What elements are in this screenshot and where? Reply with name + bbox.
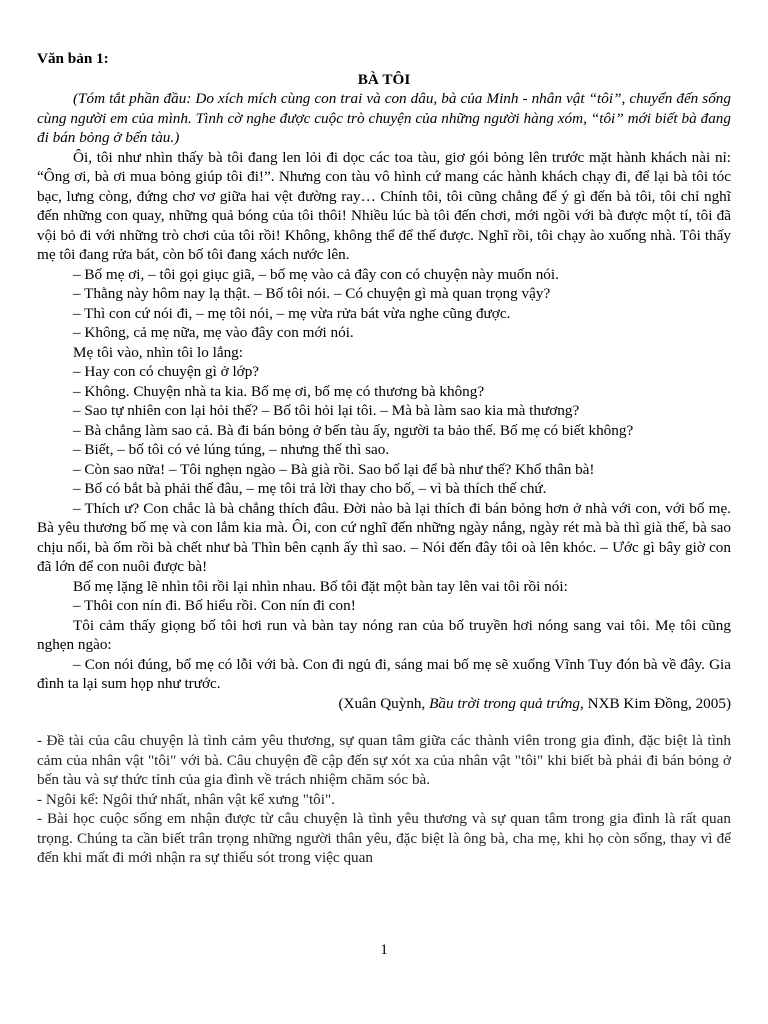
dialogue-line-12: – Bố có bắt bà phải thế đâu, – mẹ tôi trả lời thay cho bố, – vì bà thích thế chứ. bbox=[73, 480, 547, 497]
answer-topic: - Đề tài của câu chuyện là tình cảm yêu thương, sự quan tâm giữa các thành viên trong gia đình, đặc biệt là tình cảm của nhân vật "tôi" với bà. Câu chuyện đề cập đến sự xót xa của nhân vật "tôi" khi biết bà phải đi bán bỏng ở bến tàu và sự thức tỉnh của gia đình về trách nhiệm chăm sóc bà. bbox=[37, 732, 731, 788]
dialogue-line-1: – Bố mẹ ơi, – tôi gọi giục giã, – bố mẹ vào cả đây con có chuyện này muốn nói. bbox=[73, 265, 559, 283]
citation-close: , NXB Kim Đồng, 2005) bbox=[579, 694, 731, 712]
dialogue-line-3: – Thì con cứ nói đi, – mẹ tôi nói, – mẹ vừa rửa bát vừa nghe cũng được. bbox=[73, 304, 511, 322]
answer-narration: - Ngôi kể: Ngôi thứ nhất, nhân vật kể xưng "tôi". bbox=[37, 790, 335, 808]
citation bbox=[37, 694, 731, 714]
citation-book-title: Bầu trời trong quả trứng bbox=[429, 694, 580, 712]
section-gap bbox=[37, 713, 731, 731]
summary-paragraph: (Tóm tắt phần đầu: Do xích mích cùng con trai và con dâu, bà của Minh - nhân vật “tôi”, chuyển đến sống cùng người em của mình. Tình cờ nghe được cuộc trò chuyện của những người hàng xóm, “tôi” mới biết bà đang đi bán bỏng ở bến tàu.) bbox=[37, 90, 731, 146]
dialogue-line-16: Tôi cảm thấy giọng bố tôi hơi run và bàn tay nóng ran của bố truyền hơi nóng sang vai tôi. Mẹ tôi cũng nghẹn ngào: bbox=[37, 616, 731, 653]
dialogue-line-5: Mẹ tôi vào, nhìn tôi lo lắng: bbox=[73, 343, 243, 361]
paragraph-1: Ôi, tôi như nhìn thấy bà tôi đang len lỏi đi dọc các toa tàu, giơ gói bỏng lên trước mặt hành khách nài nỉ: “Ông ơi, bà ơi mua bỏng giúp tôi đi!”. Nhưng con tàu vô hình cứ mang các hành khách chạy đi, để lại bà tôi tóc bạc, lưng còng, đứng chơ vơ giữa hai vệt đường ray… Chính tôi, tôi cũng chẳng để ý gì đến bà tôi, tôi chỉ nghĩ đến những con quay, những quả bóng của tôi thôi! Nhiều lúc bà tôi đến chơi, mới ngồi với bà được một tí, tôi đã vội bỏ đi với những trò chơi của tôi rồi! Không, không thể để thế được. Nghĩ rồi, tôi chạy ào xuống nhà. Tôi thấy mẹ tôi đang rửa bát, còn bố tôi đang xách nước lên. bbox=[37, 148, 731, 263]
dialogue-line-11: – Còn sao nữa! – Tôi nghẹn ngào – Bà già rồi. Sao bố lại để bà như thế? Khổ thân bà! bbox=[73, 460, 595, 478]
answer-lesson: - Bài học cuộc sống em nhận được từ câu chuyện là tình yêu thương và sự quan tâm trong gia đình là rất quan trọng. Chúng ta cần biết trân trọng những người thân yêu, đặc biệt là ông bà, cha mẹ, khi họ còn sống, thay vì để đến khi mất đi mới nhận ra sự thiếu sót trong việc quan bbox=[37, 810, 731, 866]
dialogue-line-14: Bố mẹ lặng lẽ nhìn tôi rồi lại nhìn nhau. Bố tôi đặt một bàn tay lên vai tôi rồi nói: bbox=[73, 577, 568, 595]
dialogue-line-8: – Sao tự nhiên con lại hỏi thế? – Bố tôi hỏi lại tôi. – Mà bà làm sao kia mà thương? bbox=[73, 402, 580, 419]
dialogue-line-6: – Hay con có chuyện gì ở lớp? bbox=[73, 363, 260, 380]
dialogue-line-9: – Bà chẳng làm sao cả. Bà đi bán bỏng ở bến tàu ấy, người ta bảo thế. Bố mẹ có biết không? bbox=[73, 421, 634, 439]
citation-open: (Xuân Quỳnh, bbox=[338, 694, 430, 712]
document-page bbox=[37, 49, 731, 868]
dialogue-line-10: – Biết, – bố tôi có vẻ lúng túng, – nhưng thế thì sao. bbox=[73, 441, 390, 458]
text-label: Văn bản 1: bbox=[37, 50, 109, 67]
dialogue-line-7: – Không. Chuyện nhà ta kia. Bố mẹ ơi, bố mẹ có thương bà không? bbox=[73, 382, 485, 400]
dialogue-line-2: – Thằng này hôm nay lạ thật. – Bố tôi nói. – Có chuyện gì mà quan trọng vậy? bbox=[73, 285, 551, 302]
dialogue-line-17: – Con nói đúng, bố mẹ có lỗi với bà. Con đi ngủ đi, sáng mai bố mẹ sẽ xuống Vĩnh Tuy đón bà về đây. Gia đình ta lại sum họp như trước. bbox=[37, 655, 731, 692]
story-title: BÀ TÔI bbox=[357, 70, 411, 88]
dialogue-line-13: – Thích ư? Con chắc là bà chẳng thích đâu. Đời nào bà lại thích đi bán bỏng hơn ở nhà với con, với bố mẹ. Bà yêu thương bố mẹ và con lắm kia mà. Ôi, con cứ nghĩ đến những ngày nắng, ngày rét mà bà thì già thế, bà sao chịu nổi, bà ốm rồi bà chết như bà Thìn bên cạnh ấy thì sao. – Nói đến đây tôi oà lên khóc. – Ước gì bây giờ con đã lớn để con nuôi được bà! bbox=[37, 499, 731, 575]
dialogue-line-15: – Thôi con nín đi. Bố hiểu rồi. Con nín đi con! bbox=[73, 597, 356, 614]
dialogue-line-4: – Không, cả mẹ nữa, mẹ vào đây con mới nói. bbox=[73, 324, 354, 341]
page-number: 1 bbox=[380, 941, 388, 958]
